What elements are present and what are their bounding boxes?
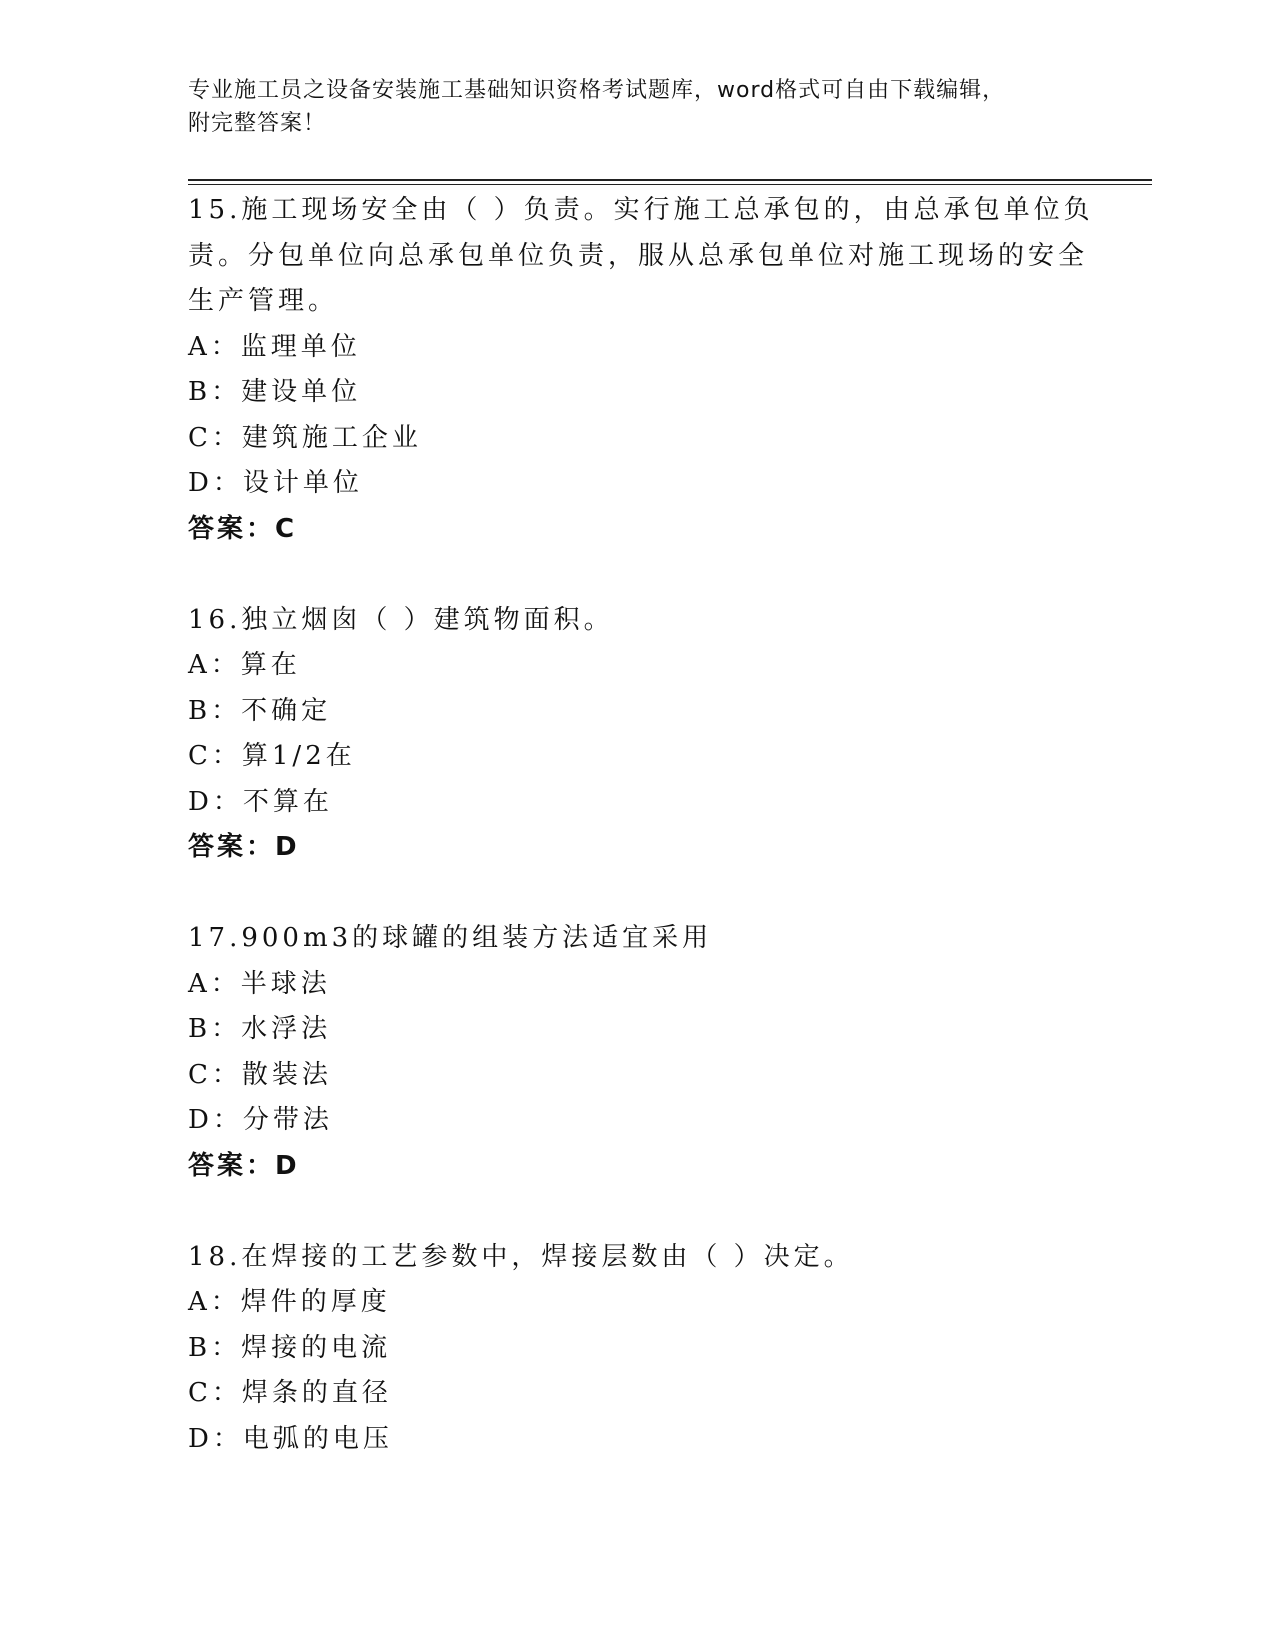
option-d: D：电弧的电压: [188, 1423, 393, 1454]
option-c: C：散装法: [188, 1059, 332, 1090]
option-c: C：建筑施工企业: [188, 422, 422, 453]
question-spacer: [188, 552, 1068, 598]
option-d: D：设计单位: [188, 468, 363, 498]
header-divider-thin: [188, 184, 1152, 185]
question-18: [188, 1235, 1068, 1463]
option-a: A：监理单位: [188, 331, 361, 362]
question-spacer: [188, 871, 1068, 917]
option-b: B：水浮法: [188, 1014, 332, 1044]
question-spacer: [188, 1189, 1068, 1235]
option-a: A：算在: [188, 650, 301, 680]
question-stem-line: 15.施工现场安全由（ ）负责。实行施工总承包的，由总承包单位负: [188, 195, 1094, 225]
document-header: [188, 74, 1068, 140]
question-stem-line: 18.在焊接的工艺参数中，焊接层数由（ ）决定。: [188, 1241, 854, 1272]
option-d: D：分带法: [188, 1105, 333, 1135]
option-c: C：算1/2在: [188, 741, 356, 771]
answer-label: 答案：D: [188, 832, 300, 862]
question-16: [188, 598, 1068, 871]
option-a: A：半球法: [188, 968, 331, 999]
answer-label: 答案：D: [188, 1150, 300, 1181]
question-stem-line: 责。分包单位向总承包单位负责，服从总承包单位对施工现场的安全: [188, 240, 1089, 271]
option-d: D：不算在: [188, 786, 333, 817]
option-b: B：焊接的电流: [188, 1332, 392, 1363]
option-b: B：建设单位: [188, 377, 362, 407]
answer-label: 答案：C: [188, 513, 298, 544]
question-15: [188, 188, 1094, 552]
option-a: A：焊件的厚度: [188, 1287, 391, 1317]
option-c: C：焊条的直径: [188, 1378, 392, 1408]
header-line-1: 专业施工员之设备安装施工基础知识资格考试题库，word格式可自由下载编辑，: [188, 78, 1006, 103]
header-line-2: 附完整答案！: [188, 111, 327, 136]
header-divider: [188, 179, 1152, 181]
question-17: [188, 916, 1068, 1189]
question-list: [188, 188, 1094, 1462]
option-b: B：不确定: [188, 695, 332, 726]
question-stem-line: 16.独立烟囱（ ）建筑物面积。: [188, 604, 614, 635]
question-stem-line: 17.900m3的球罐的组装方法适宜采用: [188, 923, 713, 953]
question-stem-line: 生产管理。: [188, 286, 339, 316]
